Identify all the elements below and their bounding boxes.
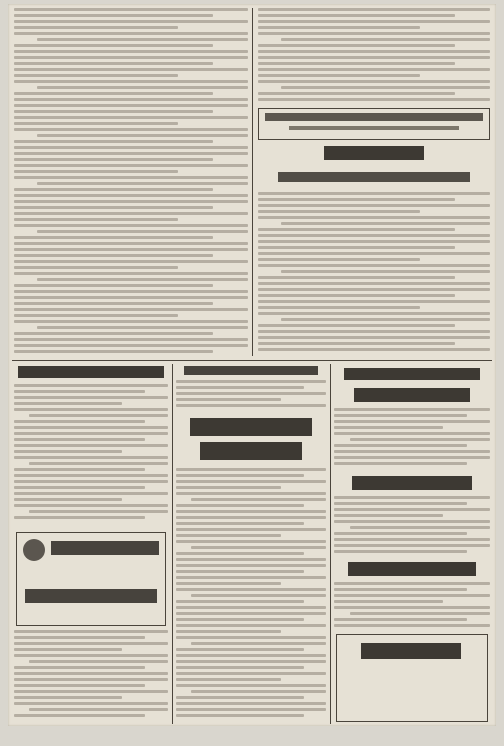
text-line [191, 690, 326, 693]
text-line [258, 240, 490, 243]
text-line [258, 312, 490, 315]
text-line [14, 338, 248, 341]
text-line [176, 636, 326, 639]
text-line [350, 612, 490, 615]
text-line [176, 534, 281, 537]
text-line [334, 582, 490, 585]
text-line [14, 672, 168, 675]
text-line [334, 420, 490, 423]
text-line [14, 122, 178, 125]
text-line [14, 20, 248, 23]
timetable-heading [324, 146, 424, 160]
text-line [334, 514, 443, 517]
text-line [176, 654, 326, 657]
text-line [14, 420, 145, 423]
ad-heading-date [25, 589, 157, 603]
text-line [14, 690, 168, 693]
text-line [334, 502, 467, 505]
text-line [14, 332, 213, 335]
text-line [14, 272, 248, 275]
ad-heading-bills [361, 643, 461, 659]
text-line [176, 588, 326, 591]
text-line [176, 606, 326, 609]
text-line [258, 204, 490, 207]
section-divider [12, 360, 492, 361]
text-line [258, 252, 490, 255]
text-line [281, 270, 490, 273]
text-line [14, 254, 213, 257]
text-line [14, 116, 248, 119]
text-line [258, 258, 420, 261]
text-line [258, 98, 490, 101]
text-line [258, 56, 490, 59]
text-line [176, 666, 304, 669]
text-line [29, 660, 168, 663]
text-line [334, 462, 467, 465]
notice-heading [265, 113, 483, 121]
ad-column-3 [334, 364, 490, 724]
text-line [14, 344, 248, 347]
text-line [14, 636, 145, 639]
text-line [29, 510, 168, 513]
article-column-left [14, 8, 248, 356]
text-line [258, 192, 490, 195]
text-line [258, 80, 490, 83]
text-line [14, 26, 178, 29]
text-line [14, 402, 122, 405]
ad-column-divider [172, 364, 173, 724]
text-line [14, 384, 168, 387]
text-line [14, 206, 213, 209]
text-line [258, 68, 490, 71]
text-line [258, 336, 490, 339]
text-line [176, 582, 281, 585]
text-line [14, 290, 248, 293]
text-line [14, 260, 248, 263]
text-line [334, 426, 443, 429]
text-line [14, 498, 122, 501]
text-line [14, 408, 168, 411]
text-line [14, 110, 213, 113]
text-line [334, 600, 443, 603]
text-line [14, 696, 122, 699]
text-line [14, 396, 168, 399]
text-line [29, 414, 168, 417]
text-line [176, 678, 281, 681]
text-line [258, 234, 490, 237]
text-line [14, 80, 248, 83]
text-line [176, 708, 326, 711]
text-line [258, 348, 490, 351]
text-line [334, 624, 490, 627]
ad-heading-stenography [348, 562, 476, 576]
text-line [258, 294, 455, 297]
text-line [258, 342, 455, 345]
text-line [258, 26, 420, 29]
ad-box-club [16, 532, 166, 626]
text-line [14, 492, 168, 495]
ad-column-divider [330, 364, 331, 724]
text-line [14, 648, 122, 651]
text-line [176, 540, 326, 543]
text-line [281, 318, 490, 321]
text-line [176, 398, 281, 401]
text-line [176, 714, 304, 717]
ad-column-2 [176, 364, 326, 724]
text-line [14, 248, 248, 251]
text-line [14, 296, 248, 299]
text-line [191, 546, 326, 549]
text-line [176, 576, 326, 579]
text-line [14, 432, 168, 435]
text-line [334, 408, 490, 411]
text-line [176, 696, 304, 699]
ad-heading-bones [200, 442, 302, 460]
text-line [14, 56, 248, 59]
text-line [176, 672, 326, 675]
text-line [334, 588, 467, 591]
text-line [14, 654, 168, 657]
text-line [14, 390, 145, 393]
text-line [176, 702, 326, 705]
text-line [14, 194, 248, 197]
ad-heading-boots [354, 388, 470, 402]
text-line [14, 200, 248, 203]
text-line [334, 444, 467, 447]
text-line [14, 284, 213, 287]
text-line [14, 176, 248, 179]
text-line [14, 678, 168, 681]
text-line [258, 210, 420, 213]
ad-heading-rent [184, 366, 318, 375]
text-line [176, 630, 281, 633]
text-line [334, 432, 490, 435]
text-line [258, 246, 455, 249]
text-line [334, 606, 490, 609]
text-line [14, 266, 178, 269]
text-line [281, 38, 490, 41]
ad-column-1 [14, 364, 168, 724]
text-line [258, 14, 455, 17]
text-line [37, 38, 248, 41]
text-line [14, 666, 145, 669]
text-line [14, 158, 213, 161]
text-line [176, 404, 326, 407]
text-line [29, 708, 168, 711]
text-line [334, 618, 467, 621]
text-line [14, 128, 248, 131]
text-line [258, 74, 420, 77]
ad-emblem [23, 539, 45, 561]
ad-heading-announcement [18, 366, 164, 378]
text-line [258, 62, 455, 65]
text-line [258, 216, 490, 219]
text-line [14, 68, 248, 71]
text-line [176, 624, 326, 627]
text-line [14, 308, 248, 311]
ad-heading-club [51, 541, 159, 555]
text-line [176, 468, 326, 471]
text-line [14, 350, 213, 353]
text-line [14, 98, 248, 101]
page-margin-bottom [0, 726, 504, 746]
text-line [334, 594, 490, 597]
text-line [334, 496, 490, 499]
text-line [14, 146, 248, 149]
text-line [334, 550, 467, 553]
text-line [281, 222, 490, 225]
text-line [176, 600, 304, 603]
text-line [14, 444, 168, 447]
text-line [258, 324, 455, 327]
text-line [14, 302, 213, 305]
text-line [176, 474, 304, 477]
ad-box-bills [336, 634, 488, 722]
text-line [14, 218, 178, 221]
text-line [14, 480, 168, 483]
text-line [37, 86, 248, 89]
timetable-block [258, 144, 490, 356]
text-line [37, 230, 248, 233]
text-line [37, 278, 248, 281]
text-line [14, 714, 145, 717]
ad-heading-iron [190, 418, 312, 436]
text-line [176, 552, 304, 555]
text-line [176, 684, 326, 687]
text-line [176, 648, 304, 651]
text-line [14, 14, 213, 17]
text-line [258, 276, 455, 279]
text-line [14, 438, 145, 441]
text-line [258, 32, 490, 35]
text-line [334, 520, 490, 523]
text-line [14, 140, 213, 143]
text-line [14, 642, 168, 645]
text-line [258, 330, 490, 333]
text-line [14, 170, 178, 173]
text-line [258, 300, 490, 303]
text-line [14, 74, 178, 77]
text-line [334, 538, 490, 541]
text-line [14, 314, 178, 317]
text-line [14, 152, 248, 155]
text-line [14, 92, 213, 95]
text-line [258, 198, 455, 201]
text-line [14, 456, 168, 459]
text-line [334, 508, 490, 511]
text-line [14, 702, 168, 705]
text-line [176, 564, 326, 567]
text-line [14, 224, 248, 227]
text-line [258, 8, 490, 11]
text-line [14, 236, 213, 239]
text-line [176, 570, 304, 573]
column-divider [252, 8, 253, 356]
text-line [176, 612, 326, 615]
text-line [176, 386, 304, 389]
text-line [176, 516, 326, 519]
text-line [14, 468, 145, 471]
article-column-right-top [258, 8, 490, 104]
text-line [14, 684, 145, 687]
text-line [176, 660, 326, 663]
text-line [14, 242, 248, 245]
text-line [191, 594, 326, 597]
timetable-subheading [278, 172, 470, 182]
text-line [37, 182, 248, 185]
text-line [14, 164, 248, 167]
text-line [176, 486, 281, 489]
text-line [191, 498, 326, 501]
text-line [14, 486, 145, 489]
text-line [176, 380, 326, 383]
text-line [176, 510, 326, 513]
notice-box [258, 108, 490, 140]
text-line [37, 326, 248, 329]
text-line [350, 438, 490, 441]
text-line [191, 642, 326, 645]
text-line [176, 480, 326, 483]
text-line [14, 630, 168, 633]
text-line [258, 20, 490, 23]
text-line [334, 414, 467, 417]
text-line [14, 50, 248, 53]
text-line [176, 558, 326, 561]
text-line [176, 492, 326, 495]
text-line [258, 228, 455, 231]
text-line [334, 456, 490, 459]
text-line [258, 92, 455, 95]
text-line [334, 544, 490, 547]
text-line [29, 462, 168, 465]
text-line [258, 282, 490, 285]
text-line [258, 50, 490, 53]
text-line [14, 104, 248, 107]
text-line [176, 392, 326, 395]
text-line [14, 426, 168, 429]
ad-heading-workers [352, 476, 472, 490]
ad-heading-shoes [344, 368, 480, 380]
text-line [334, 450, 490, 453]
text-line [258, 288, 490, 291]
text-line [14, 504, 168, 507]
text-line [14, 32, 248, 35]
text-line [258, 44, 455, 47]
text-line [14, 8, 248, 11]
text-line [176, 528, 326, 531]
text-line [14, 516, 145, 519]
text-line [258, 264, 490, 267]
text-line [14, 474, 168, 477]
text-line [334, 532, 467, 535]
text-line [14, 320, 248, 323]
text-line [350, 526, 490, 529]
text-line [176, 504, 304, 507]
text-line [37, 134, 248, 137]
text-line [14, 188, 213, 191]
text-line [176, 522, 304, 525]
notice-subline [289, 126, 459, 130]
text-line [176, 618, 304, 621]
text-line [14, 62, 213, 65]
text-line [258, 306, 420, 309]
newspaper-page [8, 4, 496, 726]
text-line [14, 212, 248, 215]
text-line [281, 86, 490, 89]
text-line [14, 44, 213, 47]
text-line [14, 450, 122, 453]
